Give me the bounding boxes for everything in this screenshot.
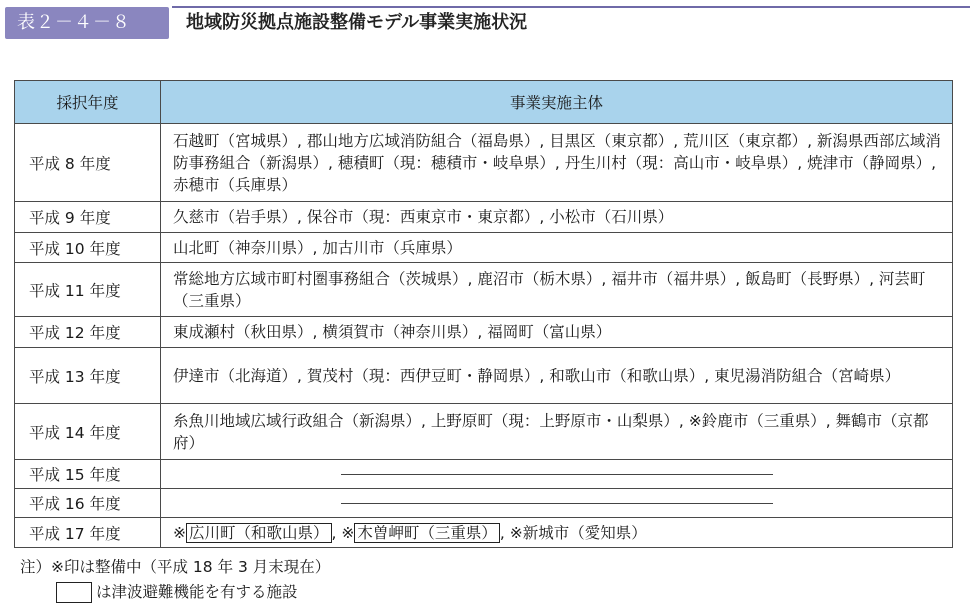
year-cell: 平成 15 年度: [15, 460, 161, 489]
title-bar: [0, 0, 970, 42]
footnote: 注）※印は整備中（平成 18 年 3 月末現在）: [20, 558, 331, 576]
year-cell: 平成 14 年度: [15, 404, 161, 460]
table-header-row: [15, 81, 953, 124]
entity-cell: 伊達市（北海道）, 賀茂村（現：西伊豆町・静岡県）, 和歌山市（和歌山県）, 東児湯消防組合（宮崎県）: [161, 348, 953, 404]
table-row: [15, 317, 953, 348]
year-cell: 平成 8 年度: [15, 124, 161, 202]
entity-cell: 久慈市（岩手県）, 保谷市（現：西東京市・東京都）, 小松市（石川県）: [161, 202, 953, 233]
table-row: [15, 404, 953, 460]
table-row: [15, 124, 953, 202]
column-header-year: 採択年度: [15, 81, 161, 124]
adoption-table: [14, 80, 953, 548]
entity-cell: 山北町（神奈川県）, 加古川市（兵庫県）: [161, 233, 953, 263]
entity-cell: 東成瀬村（秋田県）, 横須賀市（神奈川県）, 福岡町（富山県）: [161, 317, 953, 348]
table-row: [15, 489, 953, 518]
table-row: [15, 518, 953, 548]
entity-cell-empty: [161, 460, 953, 489]
boxed-entity: 広川町（和歌山県）: [186, 523, 332, 543]
page-title: 地域防災拠点施設整備モデル事業実施状況: [186, 12, 528, 33]
year-cell: 平成 9 年度: [15, 202, 161, 233]
year-cell: 平成 10 年度: [15, 233, 161, 263]
year-cell: 平成 11 年度: [15, 263, 161, 317]
entity-cell: 糸魚川地域広域行政組合（新潟県）, 上野原町（現：上野原市・山梨県）, ※鈴鹿市（三重県）, 舞鶴市（京都府）: [161, 404, 953, 460]
entity-cell: 石越町（宮城県）, 郡山地方広域消防組合（福島県）, 目黒区（東京都）, 荒川区（東京都）, 新潟県西部広域消防事務組合（新潟県）, 穂積町（現：穂積市・岐阜県）, 丹生川村（現：高山市・岐阜県）, 焼津市（静岡県）, 赤穂市（兵庫県）: [161, 124, 953, 202]
empty-dash: [341, 474, 773, 475]
marker-prefix: ※: [173, 523, 186, 542]
entity-cell-empty: [161, 489, 953, 518]
entity-cell: 常総地方広域市町村圏事務組合（茨城県）, 鹿沼市（栃木県）, 福井市（福井県）, 飯島町（長野県）, 河芸町（三重県）: [161, 263, 953, 317]
table-number-tag: 表２－４－８: [5, 7, 169, 39]
year-cell: 平成 13 年度: [15, 348, 161, 404]
boxed-entity: 木曽岬町（三重県）: [354, 523, 500, 543]
entity-cell: [161, 518, 953, 548]
year-cell: 平成 12 年度: [15, 317, 161, 348]
year-cell: 平成 16 年度: [15, 489, 161, 518]
separator: , ※: [331, 523, 355, 542]
table-row: [15, 460, 953, 489]
table-row: [15, 202, 953, 233]
legend: [56, 581, 298, 603]
entity-suffix: , ※新城市（愛知県）: [499, 523, 647, 542]
table-row: [15, 263, 953, 317]
legend-box-icon: [56, 582, 92, 603]
table-row: [15, 348, 953, 404]
empty-dash: [341, 503, 773, 504]
column-header-entity: 事業実施主体: [161, 81, 953, 124]
year-cell: 平成 17 年度: [15, 518, 161, 548]
legend-label: は津波避難機能を有する施設: [96, 583, 298, 601]
table-row: [15, 233, 953, 263]
